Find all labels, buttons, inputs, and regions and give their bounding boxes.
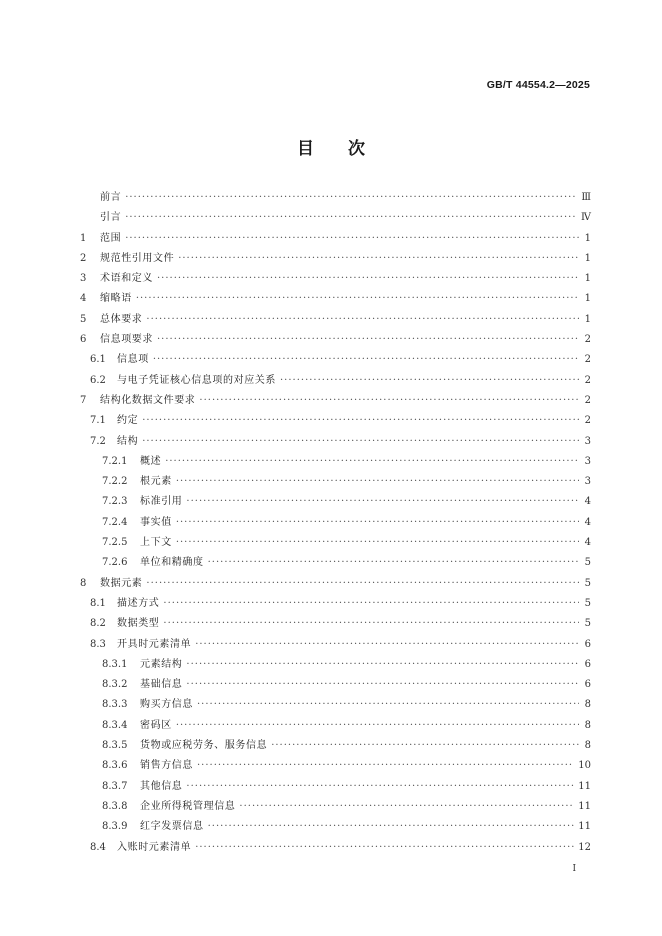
toc-entry-label: 标准引用 (140, 496, 183, 508)
toc-entry-page: 2 (584, 415, 591, 427)
toc-entry[interactable] (80, 736, 591, 756)
page-title-text: 目次 (297, 139, 399, 159)
toc-entry-number: 7.2.2 (102, 476, 128, 488)
toc-entry-page: 3 (584, 455, 591, 467)
toc-entry[interactable] (80, 533, 591, 553)
toc-entry-number: 7.2 (90, 435, 106, 447)
toc-dot-leader (153, 354, 579, 365)
toc-entry-page: 8 (584, 699, 591, 711)
toc-entry-label: 结构 (117, 435, 139, 447)
toc-entry-number: 4 (80, 293, 87, 305)
toc-entry-label: 信息项 (117, 354, 149, 366)
toc-entry-label: 入账时元素清单 (117, 841, 192, 853)
toc-entry[interactable] (80, 269, 591, 289)
toc-entry-page: 4 (584, 516, 591, 528)
toc-entry[interactable] (80, 838, 591, 858)
toc-entry[interactable] (80, 452, 591, 472)
toc-dot-leader (176, 476, 579, 487)
toc-entry-page: 2 (584, 334, 591, 346)
toc-dot-leader (186, 781, 574, 792)
toc-dot-leader (146, 314, 579, 325)
toc-entry-label: 规范性引用文件 (100, 252, 175, 264)
toc-dot-leader (157, 334, 579, 345)
toc-dot-leader (186, 679, 579, 690)
toc-dot-leader (142, 415, 579, 426)
toc-entry-page: 8 (584, 740, 591, 752)
toc-entry-number: 8.3.3 (102, 699, 128, 711)
toc-entry[interactable] (80, 289, 591, 309)
toc-entry-page: Ⅳ (581, 212, 591, 224)
toc-entry-label: 单位和精确度 (140, 557, 204, 569)
toc-entry-number: 8.3.8 (102, 800, 128, 812)
toc-entry-label: 总体要求 (100, 313, 143, 325)
toc-entry-number: 8.3.2 (102, 679, 128, 691)
toc-dot-leader (186, 659, 579, 670)
toc-entry-number: 5 (80, 313, 87, 325)
toc-entry-page: 1 (584, 232, 591, 244)
toc-dot-leader (142, 436, 579, 447)
toc-entry-page: 3 (584, 435, 591, 447)
toc-dot-leader (146, 578, 579, 589)
toc-entry-page: 6 (584, 638, 591, 650)
toc-entry[interactable] (80, 513, 591, 533)
toc-entry-page: 5 (584, 577, 591, 589)
toc-entry[interactable] (80, 229, 591, 249)
toc-entry-label: 范围 (100, 232, 122, 244)
toc-dot-leader (176, 517, 579, 528)
toc-dot-leader (208, 821, 575, 832)
toc-entry-number: 8.1 (90, 597, 106, 609)
toc-entry[interactable] (80, 249, 591, 269)
toc-entry[interactable] (80, 756, 591, 776)
toc-entry-label: 数据类型 (117, 618, 160, 630)
toc-dot-leader (208, 557, 579, 568)
toc-entry-label: 根元素 (140, 476, 172, 488)
toc-entry[interactable] (80, 330, 591, 350)
toc-entry-number: 8.3.6 (102, 760, 128, 772)
page-number: Ⅰ (572, 864, 576, 874)
toc-entry[interactable] (80, 208, 591, 228)
toc-entry-page: 1 (584, 273, 591, 285)
toc-entry-page: 11 (578, 800, 591, 812)
toc-entry[interactable] (80, 310, 591, 330)
toc-dot-leader (163, 598, 579, 609)
toc-entry-label: 与电子凭证核心信息项的对应关系 (117, 374, 276, 386)
toc-entry-number: 2 (80, 252, 87, 264)
toc-entry-label: 引言 (100, 212, 122, 224)
toc-entry[interactable] (80, 574, 591, 594)
toc-entry-label: 事实值 (140, 516, 172, 528)
toc-entry-page: 4 (584, 496, 591, 508)
toc-entry-number: 7 (80, 394, 87, 406)
toc-entry-page: 1 (584, 293, 591, 305)
toc-entry[interactable] (80, 614, 591, 634)
toc-entry-label: 元素结构 (140, 658, 183, 670)
toc-entry[interactable] (80, 716, 591, 736)
toc-dot-leader (176, 720, 579, 731)
toc-dot-leader (195, 639, 579, 650)
toc-entry-number: 7.1 (90, 415, 106, 427)
toc-entry-page: 11 (578, 821, 591, 833)
toc-entry[interactable] (80, 492, 591, 512)
toc-entry-number: 7.2.5 (102, 537, 128, 549)
toc-entry-label: 销售方信息 (140, 760, 193, 772)
toc-entry-page: 1 (584, 252, 591, 264)
toc-entry-label: 基础信息 (140, 679, 183, 691)
toc-dot-leader (239, 801, 574, 812)
toc-entry-label: 开具时元素清单 (117, 638, 192, 650)
toc-entry-number: 7.2.6 (102, 557, 128, 569)
toc-dot-leader (125, 233, 579, 244)
toc-entry[interactable] (80, 817, 591, 837)
toc-entry[interactable] (80, 553, 591, 573)
toc-entry[interactable] (80, 188, 591, 208)
toc-entry-page: 2 (584, 354, 591, 366)
toc-entry-number: 6.1 (90, 354, 106, 366)
toc-dot-leader (178, 253, 579, 264)
toc-entry-number: 8.3.4 (102, 719, 128, 731)
toc-entry[interactable] (80, 797, 591, 817)
toc-entry-number: 7.2.3 (102, 496, 128, 508)
toc-entry[interactable] (80, 371, 591, 391)
toc-dot-leader (176, 537, 579, 548)
toc-entry-page: 5 (584, 557, 591, 569)
toc-entry-label: 概述 (140, 455, 162, 467)
toc-entry[interactable] (80, 695, 591, 715)
toc-entry-label: 信息项要求 (100, 334, 153, 346)
toc-entry-page: 4 (584, 537, 591, 549)
page-title (0, 134, 662, 159)
toc-entry-label: 数据元素 (100, 577, 143, 589)
toc-entry[interactable] (80, 777, 591, 797)
toc-entry-page: Ⅲ (581, 192, 591, 203)
toc-entry-number: 8.3 (90, 638, 106, 650)
toc-entry[interactable] (80, 675, 591, 695)
toc-entry-page: 10 (578, 760, 591, 772)
toc-entry-number: 8.4 (90, 841, 106, 853)
toc-entry-label: 术语和定义 (100, 273, 153, 285)
toc-dot-leader (186, 496, 579, 507)
standard-code: GB/T 44554.2—2025 (486, 79, 590, 91)
toc-entry[interactable] (80, 350, 591, 370)
toc-entry-number: 7.2.1 (102, 455, 128, 467)
toc-entry-label: 约定 (117, 415, 139, 427)
toc-entry-page: 6 (584, 679, 591, 691)
toc-entry-page: 11 (578, 780, 591, 792)
toc-entry-number: 1 (80, 232, 87, 244)
toc-entry-label: 上下文 (140, 537, 172, 549)
toc-entry-label: 购买方信息 (140, 699, 193, 711)
toc-dot-leader (195, 842, 574, 853)
toc-dot-leader (271, 740, 579, 751)
toc-entry-number: 8.3.9 (102, 821, 128, 833)
toc-dot-leader (197, 699, 579, 710)
toc-entry-number: 3 (80, 273, 87, 285)
toc-entry-number: 8 (80, 577, 87, 589)
toc-entry-number: 8.3.7 (102, 780, 128, 792)
toc-entry-label: 企业所得税管理信息 (140, 800, 236, 812)
toc-dot-leader (125, 212, 577, 223)
toc-entry[interactable] (80, 472, 591, 492)
toc-entry-number: 8.3.5 (102, 740, 128, 752)
toc-entry-label: 货物或应税劳务、服务信息 (140, 740, 268, 752)
toc-entry-number: 6.2 (90, 374, 106, 386)
toc-entry-label: 密码区 (140, 719, 172, 731)
toc-dot-leader (165, 456, 579, 467)
toc-dot-leader (199, 395, 579, 406)
toc-entry-page: 1 (584, 313, 591, 325)
toc-entry-page: 6 (584, 658, 591, 670)
toc-dot-leader (136, 293, 579, 304)
toc-entry-page: 8 (584, 719, 591, 731)
toc-entry[interactable] (80, 391, 591, 411)
toc-entry-number: 8.3.1 (102, 658, 128, 670)
toc-entry-number: 8.2 (90, 618, 106, 630)
toc-entry-label: 前言 (100, 192, 122, 203)
toc-entry-page: 5 (584, 597, 591, 609)
toc-entry-label: 红字发票信息 (140, 821, 204, 833)
toc-dot-leader (197, 760, 574, 771)
toc-entry[interactable] (80, 432, 591, 452)
toc-dot-leader (163, 618, 579, 629)
toc-dot-leader (157, 273, 579, 284)
toc-entry[interactable] (80, 635, 591, 655)
toc-entry-page: 3 (584, 476, 591, 488)
toc-entry-label: 描述方式 (117, 597, 160, 609)
toc-entry-number: 7.2.4 (102, 516, 128, 528)
toc-entry[interactable] (80, 411, 591, 431)
toc-entry-label: 结构化数据文件要求 (100, 394, 196, 406)
toc-dot-leader (125, 192, 577, 203)
toc-entry-page: 5 (584, 618, 591, 630)
toc-entry-page: 2 (584, 374, 591, 386)
toc-entry[interactable] (80, 594, 591, 614)
toc-entry-page: 2 (584, 394, 591, 406)
toc-dot-leader (280, 375, 579, 386)
toc-entry-label: 其他信息 (140, 780, 183, 792)
toc-entry-label: 缩略语 (100, 293, 132, 305)
table-of-contents (80, 188, 591, 858)
toc-entry-number: 6 (80, 334, 87, 346)
toc-entry-page: 12 (578, 841, 591, 853)
toc-entry[interactable] (80, 655, 591, 675)
